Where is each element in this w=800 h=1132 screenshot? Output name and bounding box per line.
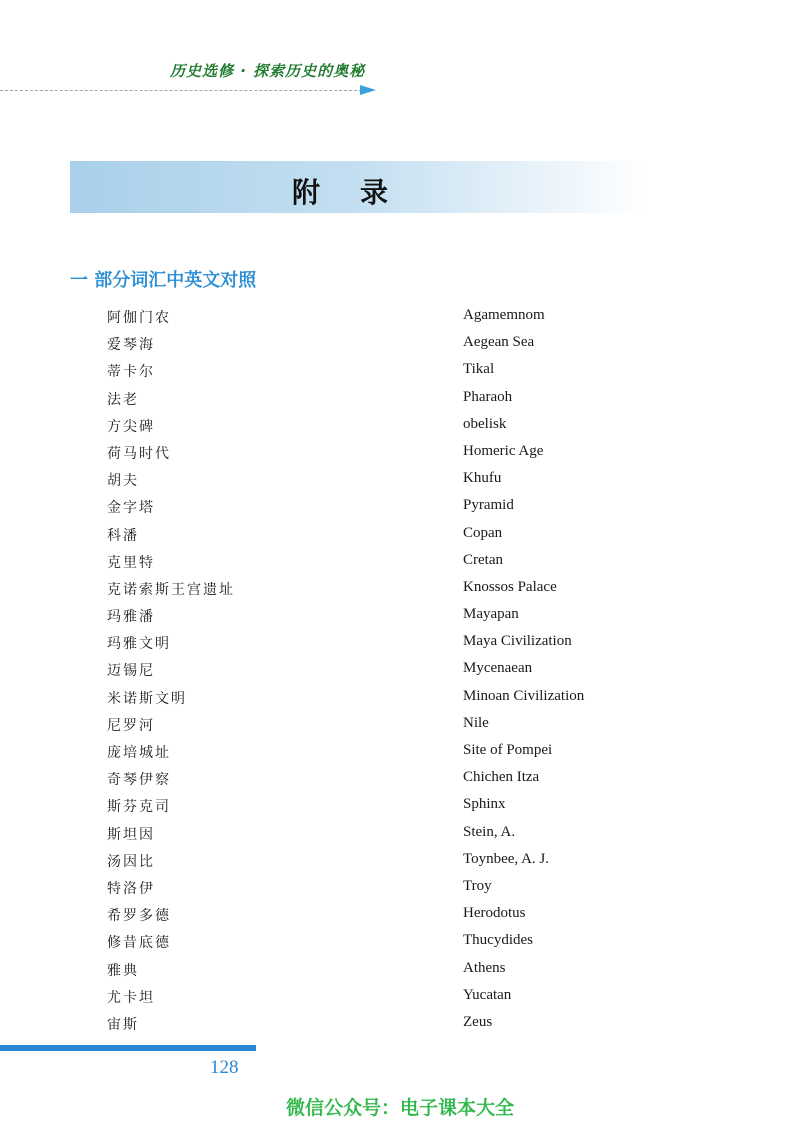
vocab-english-term: Zeus (463, 1013, 493, 1030)
watermark-text: 微信公众号：电子课本大全 (285, 1097, 514, 1119)
vocab-chinese-term: 爱琴海 (107, 337, 155, 354)
vocab-chinese-term: 汤因比 (107, 853, 155, 870)
vocab-english-term: Cretan (463, 551, 503, 568)
vocab-chinese-term: 宙斯 (107, 1016, 139, 1033)
vocab-english-term: obelisk (463, 415, 507, 432)
vocab-row (0, 820, 800, 847)
vocab-english-term: Copan (463, 524, 503, 541)
vocab-chinese-term: 玛雅潘 (107, 609, 155, 626)
vocab-row (0, 330, 800, 357)
footer-bar (0, 1045, 256, 1051)
vocab-english-term: Site of Pompei (463, 742, 553, 758)
vocab-chinese-term: 斯芬克司 (107, 799, 171, 816)
vocab-english-term: Chichen Itza (463, 769, 540, 786)
vocab-row (0, 765, 800, 792)
vocab-english-term: Agamemnom (463, 307, 545, 323)
book-title: 历史选修 · 探索历史的奥秘 (170, 62, 366, 80)
vocab-chinese-term: 克里特 (107, 554, 155, 571)
vocab-english-term: Herodotus (463, 905, 526, 922)
vocab-row (0, 1010, 800, 1037)
vocab-english-term: Aegean Sea (463, 334, 535, 351)
vocab-row (0, 602, 800, 629)
vocab-row (0, 928, 800, 955)
vocab-row (0, 629, 800, 656)
vocab-chinese-term: 蒂卡尔 (107, 364, 155, 381)
vocab-english-term: Sphinx (463, 796, 506, 813)
vocab-row (0, 874, 800, 901)
vocab-chinese-term: 科潘 (107, 527, 139, 544)
vocab-chinese-term: 阿伽门农 (107, 310, 171, 326)
vocab-chinese-term: 胡夫 (107, 473, 139, 490)
vocab-chinese-term: 斯坦因 (107, 826, 155, 843)
vocab-row (0, 983, 800, 1010)
vocab-row (0, 439, 800, 466)
appendix-banner (70, 161, 650, 213)
vocab-chinese-term: 金字塔 (107, 500, 155, 517)
vocab-english-term: Mayapan (463, 606, 519, 623)
vocab-chinese-term: 尼罗河 (107, 717, 155, 734)
vocab-english-term: Stein, A. (463, 823, 516, 840)
vocab-chinese-term: 希罗多德 (107, 908, 171, 925)
vocab-english-term: Pharaoh (463, 388, 513, 405)
vocab-chinese-term: 修昔底德 (107, 935, 171, 952)
vocab-row (0, 385, 800, 412)
section-heading: 一 部分词汇中英文对照 (70, 270, 257, 291)
vocab-english-term: Thucydides (463, 932, 533, 949)
vocab-english-term: Nile (463, 714, 489, 731)
vocab-english-term: Troy (463, 877, 492, 894)
vocab-chinese-term: 雅典 (107, 962, 139, 979)
vocab-chinese-term: 尤卡坦 (107, 989, 155, 1006)
vocab-row (0, 575, 800, 602)
vocab-row (0, 684, 800, 711)
vocab-chinese-term: 克诺索斯王宫遗址 (107, 581, 235, 598)
vocab-row (0, 466, 800, 493)
vocab-chinese-term: 迈锡尼 (107, 663, 155, 680)
vocab-english-term: Athens (463, 959, 506, 976)
arrow-right-icon (360, 85, 376, 95)
vocab-row (0, 901, 800, 928)
vocab-chinese-term: 荷马时代 (107, 445, 171, 462)
vocab-chinese-term: 法老 (107, 391, 139, 408)
vocab-english-term: Khufu (463, 470, 502, 487)
vocab-row (0, 357, 800, 384)
vocab-chinese-term: 玛雅文明 (107, 636, 171, 653)
vocab-english-term: Yucatan (463, 986, 512, 1003)
vocab-row (0, 521, 800, 548)
vocab-row (0, 493, 800, 520)
vocab-row (0, 738, 800, 765)
vocab-chinese-term: 方尖碑 (107, 418, 155, 435)
vocab-english-term: Maya Civilization (463, 633, 572, 650)
page-title: 附录 (291, 176, 428, 209)
vocab-row (0, 847, 800, 874)
vocab-chinese-term: 特洛伊 (107, 880, 155, 897)
vocab-row (0, 548, 800, 575)
page-number: 128 (210, 1057, 239, 1078)
vocab-chinese-term: 庞培城址 (107, 745, 171, 761)
vocab-english-term: Pyramid (463, 497, 514, 514)
vocab-english-term: Mycenaean (463, 660, 533, 677)
vocab-english-term: Toynbee, A. J. (463, 850, 550, 867)
vocab-english-term: Knossos Palace (463, 578, 557, 595)
vocab-english-term: Tikal (463, 361, 495, 378)
vocabulary-list (0, 303, 800, 1037)
vocab-row (0, 711, 800, 738)
vocab-row (0, 956, 800, 983)
vocab-row (0, 656, 800, 683)
vocab-row (0, 792, 800, 819)
vocab-row (0, 303, 800, 330)
vocab-row (0, 412, 800, 439)
vocab-chinese-term: 米诺斯文明 (107, 690, 187, 707)
vocab-chinese-term: 奇琴伊察 (107, 772, 171, 789)
vocab-english-term: Minoan Civilization (463, 687, 585, 704)
header-dashed-rule (0, 90, 362, 91)
vocab-english-term: Homeric Age (463, 442, 544, 459)
